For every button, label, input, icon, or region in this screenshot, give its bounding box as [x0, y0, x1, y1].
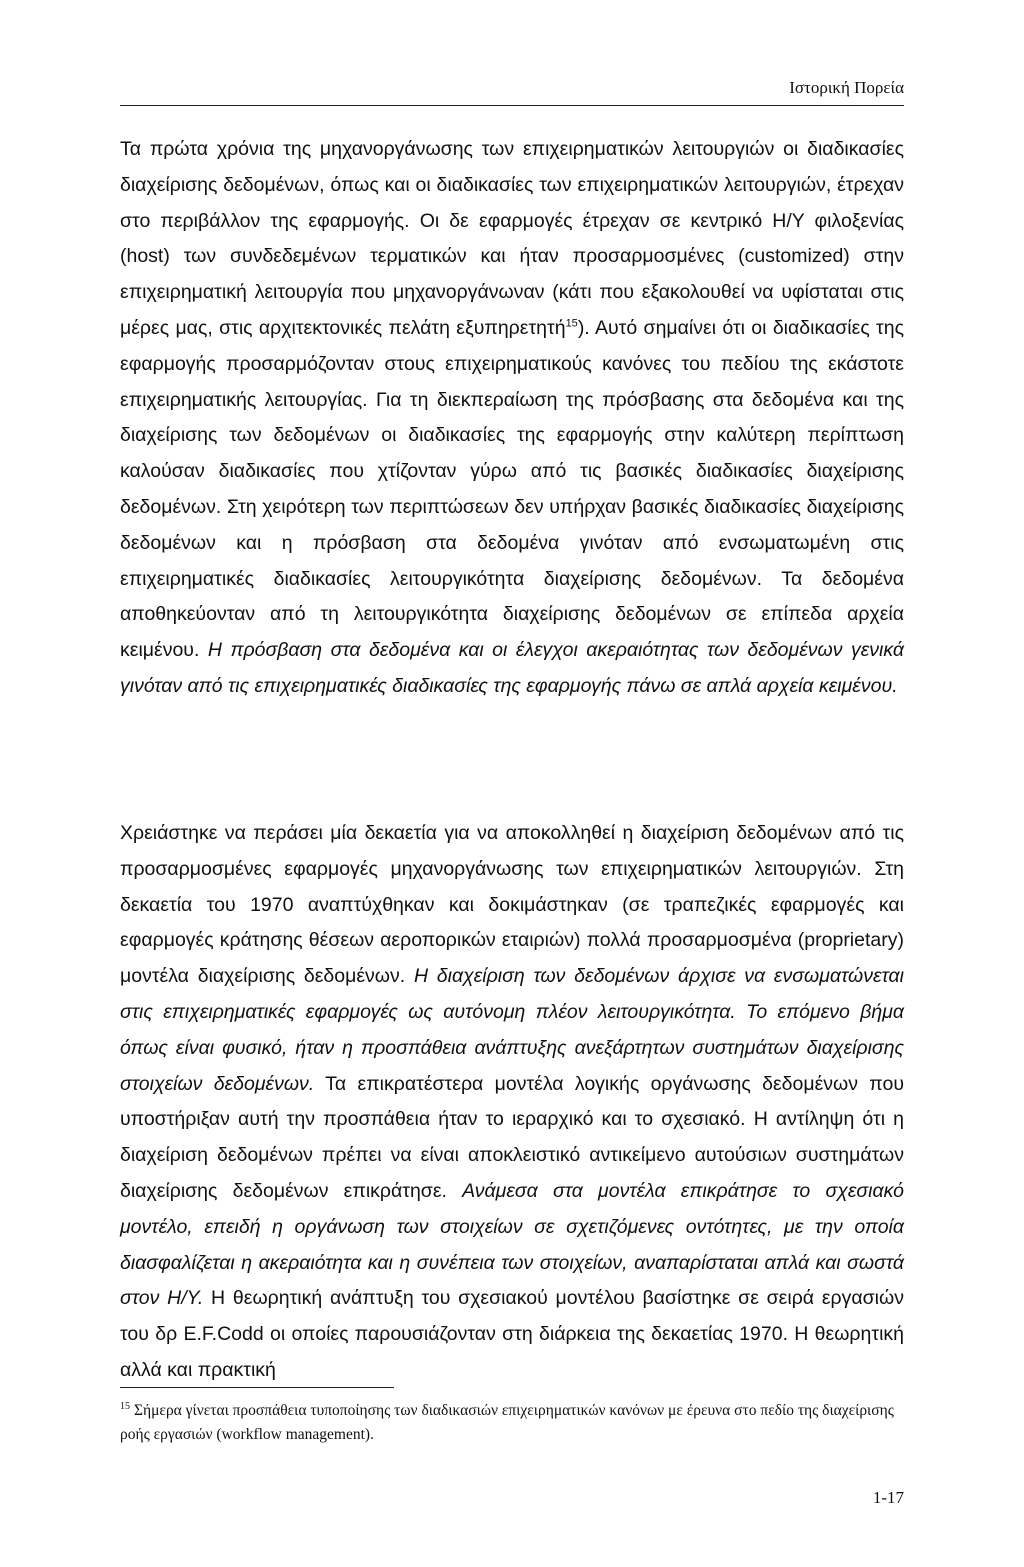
footnote-mark: 15: [120, 1400, 130, 1412]
footnote-rule: [120, 1387, 394, 1388]
paragraph-2-text-b: Τα επικρατέστερα μοντέλα λογικής οργάνωσης δεδομένων που υποστήριξαν αυτή την προσπάθεια ήταν το ιεραρχικό και το σχεσιακό. Η αντίληψη ότι η διαχείριση δεδομένων πρέπει να είναι αποκλειστικό αντικείμενο αυτούσιων συστημάτων διαχείρισης δεδομένων επικράτησε.: [120, 1072, 904, 1202]
footnote: [120, 1399, 904, 1447]
paragraph-2-text-c: Η θεωρητική ανάπτυξη του σχεσιακού μοντέλου βασίστηκε σε σειρά εργασιών του δρ E.F.Codd οι οποίες παρουσιάζονταν στη διάρκεια της δεκαετίας 1970. Η θεωρητική αλλά και πρακτική: [120, 1287, 904, 1381]
paragraph-1-text-b: ). Αυτό σημαίνει ότι οι διαδικασίες της εφαρμογής προσαρμόζονταν στους επιχειρηματικούς κανόνες του πεδίου της εκάστοτε επιχειρηματικής λειτουργίας. Για τη διεκπεραίωση της πρόσβασης στα δεδομένα και της διαχείρισης των δεδομένων οι διαδικασίες της εφαρμογής στην καλύτερη περίπτωση καλούσαν διαδικασίες που χτίζονταν γύρω από τις βασικές διαδικασίες διαχείρισης δεδομένων. Στη χειρότερη των περιπτώσεων δεν υπήρχαν βασικές διαδικασίες διαχείρισης δεδομένων και η πρόσβαση στα δεδομένα γινόταν από ενσωματωμένη στις επιχειρηματικές διαδικασίες λειτουργικότητα διαχείρισης δεδομένων. Τα δεδομένα αποθηκεύονταν από τη λειτουργικότητα διαχείρισης δεδομένων σε επίπεδα αρχεία κειμένου.: [120, 316, 904, 662]
body-paragraph-2: [120, 816, 904, 1389]
paragraph-2-text-a: Χρειάστηκε να περάσει μία δεκαετία για να αποκολληθεί η διαχείριση δεδομένων από τις προσαρμοσμένες εφαρμογές μηχανοργάνωσης των επιχειρηματικών λειτουργιών. Στη δεκαετία του 1970 αναπτύχθηκαν και δοκιμάστηκαν (σε τραπεζικές εφαρμογές και εφαρμογές κράτησης θέσεων αεροπορικών εταιριών) πολλά προσαρμοσμένα (proprietary) μοντέλα διαχείρισης δεδομένων.: [120, 822, 904, 988]
footnote-reference: 15: [565, 317, 578, 330]
page-header-title: Ιστορική Πορεία: [789, 78, 904, 97]
paragraph-1-emphasis: Η πρόσβαση στα δεδομένα και οι έλεγχοι ακεραιότητας των δεδομένων γενικά γινόταν από τις επιχειρηματικές διαδικασίες της εφαρμογής πάνω σε απλά αρχεία κειμένου.: [120, 639, 904, 697]
header-rule: [120, 105, 904, 106]
paragraph-1-text-a: Τα πρώτα χρόνια της μηχανοργάνωσης των επιχειρηματικών λειτουργιών οι διαδικασίες διαχείρισης δεδομένων, όπως και οι διαδικασίες των επιχειρηματικών λειτουργιών, έτρεχαν στο περιβάλλον της εφαρμογής. Οι δε εφαρμογές έτρεχαν σε κεντρικό Η/Υ φιλοξενίας (host) των συνδεδεμένων τερματικών και ήταν προσαρμοσμένες (customized) στην επιχειρηματική λειτουργία που μηχανοργάνωναν (κάτι που εξακολουθεί να υφίσταται στις μέρες μας, στις αρχιτεκτονικές πελάτη εξυπηρετητή: [120, 138, 904, 339]
footnote-text: Σήμερα γίνεται προσπάθεια τυποποίησης των διαδικασιών επιχειρηματικών κανόνων με έρευνα στο πεδίο της διαχείρισης ροής εργασιών (workflow management).: [120, 1402, 894, 1443]
page-number: 1-17: [872, 1488, 904, 1507]
paragraph-2-emphasis-1: Η διαχείριση των δεδομένων άρχισε να ενσωματώνεται στις επιχειρηματικές εφαρμογές ως αυτόνομη πλέον λειτουργικότητα. Το επόμενο βήμα όπως είναι φυσικό, ήταν η προσπάθεια ανάπτυξης ανεξάρτητων συστημάτων διαχείρισης στοιχείων δεδομένων.: [120, 965, 904, 1095]
body-paragraph-1: [120, 132, 904, 705]
paragraph-2-emphasis-2: Ανάμεσα στα μοντέλα επικράτησε το σχεσιακό μοντέλο, επειδή η οργάνωση των στοιχείων σε σχετιζόμενες οντότητες, με την οποία διασφαλίζεται η ακεραιότητα και η συνέπεια των στοιχείων, αναπαρίσταται απλά και σωστά στον Η/Υ.: [120, 1179, 904, 1310]
